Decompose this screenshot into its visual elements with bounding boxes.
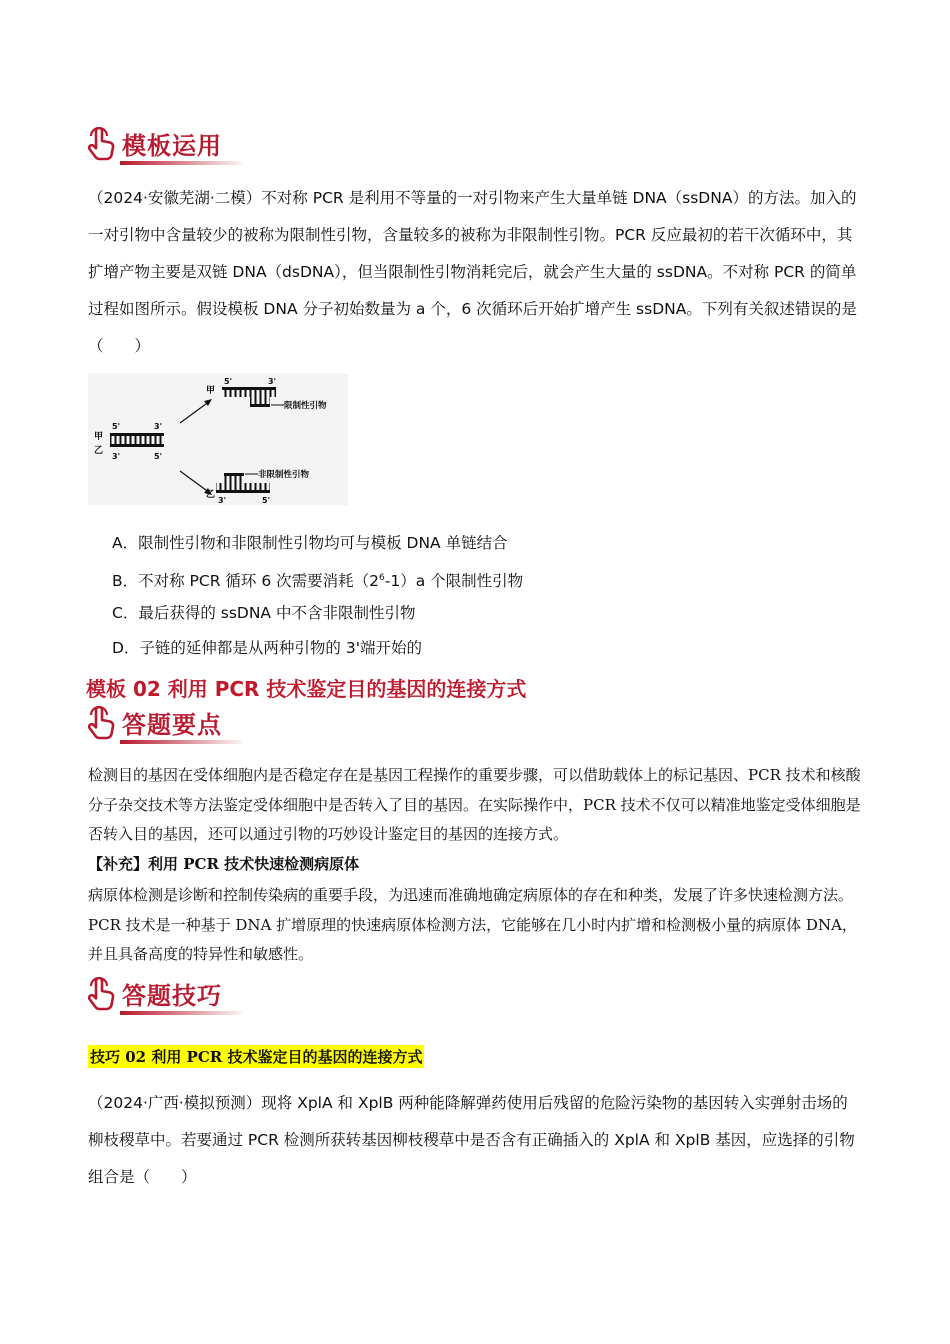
section-heading-template-use [86,124,228,164]
fig-left-bottom-3: 3' [112,452,121,461]
fig-top-3: 3' [268,377,277,386]
section-heading-label: 答题技巧 [120,976,228,1013]
section-heading-label: 答题要点 [120,705,228,742]
fig-bottom-5: 5' [262,496,271,505]
template-02-title: 模板 02 利用 PCR 技术鉴定目的基因的连接方式 [86,677,527,701]
option-c: C．最后获得的 ssDNA 中不含非限制性引物 [112,604,416,622]
section-heading-skills [86,974,228,1014]
fig-top-jia: 甲 [206,386,216,396]
fig-nonlimiting-primer-label: 非限制性引物 [258,470,310,480]
tip-02-title: 技巧 02 利用 PCR 技术鉴定目的基因的连接方式 [88,1045,424,1068]
fig-left-top-3: 3' [154,422,163,431]
supplement-title: 【补充】利用 PCR 技术快速检测病原体 [88,855,360,873]
asymmetric-pcr-figure [88,373,348,505]
question-2-stem: （2024·广西·模拟预测）现将 XplA 和 XplB 两种能降解弹药使用后残留的危险污染物的基因转入实弹射击场的柳枝稷草中。若要通过 PCR 检测所获转基因柳枝稷草中是否含有正确插入的 XplA 和 XplB 基因，应选择的引物组合是（ ） [88,1094,855,1186]
option-a: A．限制性引物和非限制性引物均可与模板 DNA 单链结合 [112,534,508,552]
fig-top-5: 5' [224,377,233,386]
hand-pointer-icon [86,977,116,1011]
fig-bottom-yi: 乙 [206,490,216,500]
hand-pointer-icon [86,127,116,161]
fig-label-jia: 甲 [94,432,104,442]
fig-left-top-5: 5' [112,422,121,431]
section-heading-key-points [86,703,228,743]
question-1-stem: （2024·安徽芜湖·二模）不对称 PCR 是利用不等量的一对引物来产生大量单链 DNA（ssDNA）的方法。加入的一对引物中含量较少的被称为限制性引物，含量较多的被称为非限制性引物。PCR 反应最初的若干次循环中，其扩增产物主要是双链 DNA（dsDNA），但当限制性引物消耗完后，就会产生大量的 ssDNA。不对称 PCR 的简单过程如图所示。假设模板 DNA 分子初始数量为 a 个，6 次循环后开始扩增产生 ssDNA。下列有关叙述错误的是（ ） [88,189,857,355]
fig-bottom-3: 3' [218,496,227,505]
fig-left-bottom-5: 5' [154,452,163,461]
fig-label-yi: 乙 [94,446,104,456]
supplement-text: 病原体检测是诊断和控制传染病的重要手段，为迅速而准确地确定病原体的存在和种类，发展了许多快速检测方法。PCR 技术是一种基于 DNA 扩增原理的快速病原体检测方法，它能够在几小时内扩增和检测极小量的病原体 DNA，并且具备高度的特异性和敏感性。 [88,886,857,963]
key-points-text: 检测目的基因在受体细胞内是否稳定存在是基因工程操作的重要步骤，可以借助载体上的标记基因、PCR 技术和核酸分子杂交技术等方法鉴定受体细胞中是否转入了目的基因。在实际操作中，PCR 技术不仅可以精准地鉴定受体细胞是否转入目的基因，还可以通过引物的巧妙设计鉴定目的基因的连接方式。 [88,766,861,843]
fig-limiting-primer-label: 限制性引物 [284,401,327,411]
hand-pointer-icon [86,706,116,740]
option-b: B．不对称 PCR 循环 6 次需要消耗$(2^6-1)a$ 个限制性引物 [112,572,524,591]
option-d: D．子链的延伸都是从两种引物的 3'端开始的 [112,639,422,657]
section-heading-label: 模板运用 [120,126,228,163]
